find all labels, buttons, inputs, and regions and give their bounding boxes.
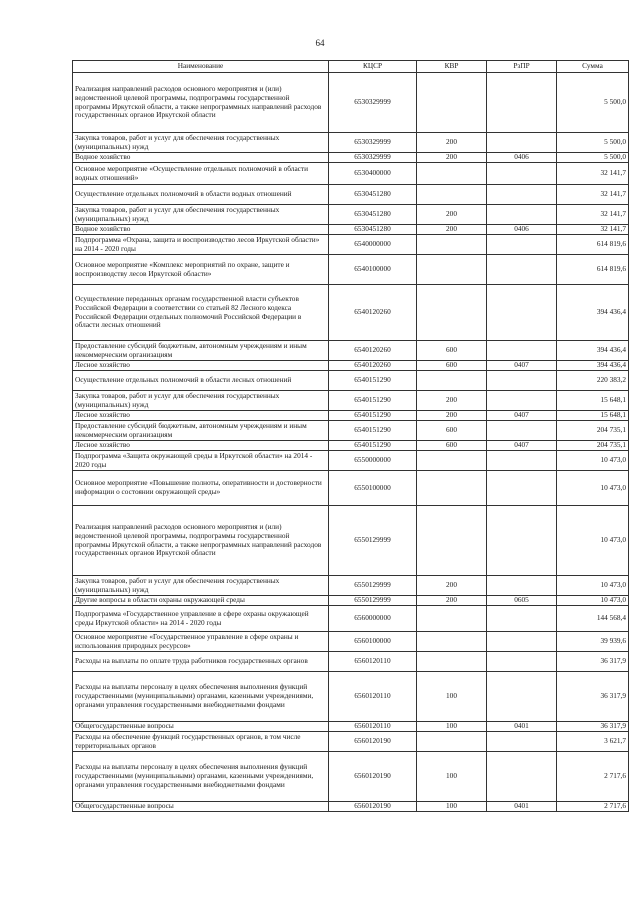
row-rzpr-cell bbox=[487, 185, 557, 205]
row-rzpr-cell bbox=[487, 163, 557, 185]
row-kcsr-cell: 6530329999 bbox=[329, 133, 417, 153]
row-sum-cell: 204 735,1 bbox=[557, 421, 629, 441]
row-name-cell: Общегосударственные вопросы bbox=[73, 722, 329, 732]
row-name-cell: Расходы на выплаты по оплате труда работников государственных органов bbox=[73, 652, 329, 672]
row-kcsr-cell: 6540151290 bbox=[329, 421, 417, 441]
table-row bbox=[73, 163, 629, 185]
row-sum-cell: 614 819,6 bbox=[557, 235, 629, 255]
row-kcsr-cell: 6540151290 bbox=[329, 391, 417, 411]
row-sum-cell: 15 648,1 bbox=[557, 391, 629, 411]
row-sum-cell: 10 473,0 bbox=[557, 576, 629, 596]
row-kcsr-cell: 6540120260 bbox=[329, 341, 417, 361]
header-sum: Сумма bbox=[557, 61, 629, 73]
row-rzpr-cell bbox=[487, 133, 557, 153]
row-name-cell: Подпрограмма «Государственное управление в сфере охраны окружающей среды Иркутской области» на 2014 - 2020 годы bbox=[73, 606, 329, 632]
table-row bbox=[73, 225, 629, 235]
row-kcsr-cell: 6550000000 bbox=[329, 451, 417, 471]
row-name-cell: Реализация направлений расходов основного мероприятия и (или) ведомственной целевой программы, подпрограммы государственной программы Иркутской области, а также непрограммных направлений расходов государственных органов Иркутской области bbox=[73, 73, 329, 133]
table-row bbox=[73, 752, 629, 802]
row-sum-cell: 2 717,6 bbox=[557, 802, 629, 812]
table-row bbox=[73, 73, 629, 133]
table-header-row bbox=[73, 61, 629, 73]
table-row bbox=[73, 391, 629, 411]
row-rzpr-cell: 0401 bbox=[487, 802, 557, 812]
row-kcsr-cell: 6530400000 bbox=[329, 163, 417, 185]
row-kcsr-cell: 6550129999 bbox=[329, 506, 417, 576]
row-kcsr-cell: 6560120190 bbox=[329, 732, 417, 752]
row-sum-cell: 39 939,6 bbox=[557, 632, 629, 652]
row-rzpr-cell: 0605 bbox=[487, 596, 557, 606]
row-sum-cell: 32 141,7 bbox=[557, 185, 629, 205]
row-name-cell: Закупка товаров, работ и услуг для обеспечения государственных (муниципальных) нужд bbox=[73, 133, 329, 153]
row-name-cell: Основное мероприятие «Повышение полноты, оперативности и достоверности информации о состоянии окружающей среды» bbox=[73, 471, 329, 506]
row-kvr-cell bbox=[417, 632, 487, 652]
row-kvr-cell: 100 bbox=[417, 722, 487, 732]
row-kcsr-cell: 6540120260 bbox=[329, 361, 417, 371]
row-kcsr-cell: 6530329999 bbox=[329, 73, 417, 133]
row-kcsr-cell: 6560100000 bbox=[329, 632, 417, 652]
row-sum-cell: 15 648,1 bbox=[557, 411, 629, 421]
row-kvr-cell bbox=[417, 506, 487, 576]
page-number: 64 bbox=[315, 38, 325, 48]
row-name-cell: Закупка товаров, работ и услуг для обеспечения государственных (муниципальных) нужд bbox=[73, 391, 329, 411]
table-row bbox=[73, 672, 629, 722]
row-rzpr-cell: 0407 bbox=[487, 361, 557, 371]
row-rzpr-cell bbox=[487, 451, 557, 471]
row-kvr-cell bbox=[417, 185, 487, 205]
row-kcsr-cell: 6540151290 bbox=[329, 411, 417, 421]
table-row bbox=[73, 285, 629, 341]
table-row bbox=[73, 361, 629, 371]
header-kvr: КВР bbox=[417, 61, 487, 73]
row-kcsr-cell: 6540100000 bbox=[329, 255, 417, 285]
row-kvr-cell bbox=[417, 73, 487, 133]
row-kvr-cell bbox=[417, 371, 487, 391]
table-row bbox=[73, 652, 629, 672]
row-name-cell: Предоставление субсидий бюджетным, автономным учреждениям и иным некоммерческим организациям bbox=[73, 421, 329, 441]
row-rzpr-cell: 0406 bbox=[487, 225, 557, 235]
row-name-cell: Осуществление переданных органам государственной власти субъектов Российской Федерации в соответствии со статьей 82 Лесного кодекса Российской Федерации отдельных полномочий Российской Федерации в области лесных отношений bbox=[73, 285, 329, 341]
row-kvr-cell: 600 bbox=[417, 441, 487, 451]
row-kcsr-cell: 6540151290 bbox=[329, 441, 417, 451]
row-rzpr-cell bbox=[487, 652, 557, 672]
row-rzpr-cell bbox=[487, 576, 557, 596]
row-name-cell: Предоставление субсидий бюджетным, автономным учреждениям и иным некоммерческим организациям bbox=[73, 341, 329, 361]
row-sum-cell: 5 500,0 bbox=[557, 73, 629, 133]
row-name-cell: Лесное хозяйство bbox=[73, 361, 329, 371]
row-kvr-cell bbox=[417, 255, 487, 285]
table-row bbox=[73, 441, 629, 451]
row-kvr-cell: 600 bbox=[417, 361, 487, 371]
row-rzpr-cell bbox=[487, 471, 557, 506]
header-kcsr: КЦСР bbox=[329, 61, 417, 73]
row-sum-cell: 10 473,0 bbox=[557, 506, 629, 576]
row-kvr-cell: 200 bbox=[417, 596, 487, 606]
row-sum-cell: 10 473,0 bbox=[557, 471, 629, 506]
row-kcsr-cell: 6560120110 bbox=[329, 652, 417, 672]
table-row bbox=[73, 153, 629, 163]
row-name-cell: Расходы на обеспечение функций государственных органов, в том числе территориальных органов bbox=[73, 732, 329, 752]
row-kcsr-cell: 6530451280 bbox=[329, 205, 417, 225]
row-rzpr-cell bbox=[487, 632, 557, 652]
row-name-cell: Общегосударственные вопросы bbox=[73, 802, 329, 812]
row-kvr-cell bbox=[417, 235, 487, 255]
table-row bbox=[73, 722, 629, 732]
row-kcsr-cell: 6550129999 bbox=[329, 576, 417, 596]
row-kcsr-cell: 6540000000 bbox=[329, 235, 417, 255]
row-sum-cell: 144 568,4 bbox=[557, 606, 629, 632]
row-rzpr-cell: 0407 bbox=[487, 411, 557, 421]
row-kvr-cell bbox=[417, 606, 487, 632]
row-sum-cell: 36 317,9 bbox=[557, 652, 629, 672]
table-row bbox=[73, 235, 629, 255]
row-sum-cell: 32 141,7 bbox=[557, 163, 629, 185]
row-kcsr-cell: 6560120190 bbox=[329, 752, 417, 802]
row-sum-cell: 5 500,0 bbox=[557, 133, 629, 153]
row-kvr-cell: 200 bbox=[417, 205, 487, 225]
row-rzpr-cell bbox=[487, 752, 557, 802]
table-row bbox=[73, 606, 629, 632]
row-kcsr-cell: 6550129999 bbox=[329, 596, 417, 606]
table-row bbox=[73, 421, 629, 441]
row-rzpr-cell bbox=[487, 371, 557, 391]
row-kvr-cell bbox=[417, 285, 487, 341]
row-kvr-cell: 100 bbox=[417, 672, 487, 722]
row-sum-cell: 10 473,0 bbox=[557, 451, 629, 471]
row-sum-cell: 5 500,0 bbox=[557, 153, 629, 163]
table-row bbox=[73, 506, 629, 576]
table-row bbox=[73, 341, 629, 361]
row-kcsr-cell: 6560120190 bbox=[329, 802, 417, 812]
table-row bbox=[73, 451, 629, 471]
row-name-cell: Закупка товаров, работ и услуг для обеспечения государственных (муниципальных) нужд bbox=[73, 205, 329, 225]
row-kvr-cell: 100 bbox=[417, 752, 487, 802]
row-sum-cell: 2 717,6 bbox=[557, 752, 629, 802]
row-sum-cell: 36 317,9 bbox=[557, 722, 629, 732]
row-rzpr-cell: 0406 bbox=[487, 153, 557, 163]
row-rzpr-cell: 0407 bbox=[487, 441, 557, 451]
row-name-cell: Закупка товаров, работ и услуг для обеспечения государственных (муниципальных) нужд bbox=[73, 576, 329, 596]
row-name-cell: Основное мероприятие «Комплекс мероприятий по охране, защите и воспроизводству лесов Иркутской области» bbox=[73, 255, 329, 285]
row-sum-cell: 36 317,9 bbox=[557, 672, 629, 722]
row-name-cell: Основное мероприятие «Государственное управление в сфере охраны и использования природных ресурсов» bbox=[73, 632, 329, 652]
row-rzpr-cell bbox=[487, 235, 557, 255]
row-kcsr-cell: 6550100000 bbox=[329, 471, 417, 506]
row-name-cell: Реализация направлений расходов основного мероприятия и (или) ведомственной целевой программы, подпрограммы государственной программы Иркутской области, а также непрограммных направлений расходов государственных органов Иркутской области bbox=[73, 506, 329, 576]
row-kvr-cell bbox=[417, 732, 487, 752]
row-rzpr-cell: 0401 bbox=[487, 722, 557, 732]
row-kvr-cell bbox=[417, 652, 487, 672]
table-row bbox=[73, 732, 629, 752]
row-kvr-cell bbox=[417, 451, 487, 471]
row-rzpr-cell bbox=[487, 391, 557, 411]
row-name-cell: Основное мероприятие «Осуществление отдельных полномочий в области водных отношений» bbox=[73, 163, 329, 185]
row-kcsr-cell: 6530451280 bbox=[329, 225, 417, 235]
row-name-cell: Водное хозяйство bbox=[73, 225, 329, 235]
row-sum-cell: 394 436,4 bbox=[557, 285, 629, 341]
row-name-cell: Подпрограмма «Охрана, защита и воспроизводство лесов Иркутской области» на 2014 - 2020 годы bbox=[73, 235, 329, 255]
row-kvr-cell: 100 bbox=[417, 802, 487, 812]
row-name-cell: Расходы на выплаты персоналу в целях обеспечения выполнения функций государственными (муниципальными) органами, казенными учреждениями, органами управления государственными внебюджетными фондами bbox=[73, 672, 329, 722]
row-kvr-cell bbox=[417, 163, 487, 185]
row-kvr-cell: 200 bbox=[417, 411, 487, 421]
row-sum-cell: 3 621,7 bbox=[557, 732, 629, 752]
row-kcsr-cell: 6540151290 bbox=[329, 371, 417, 391]
table-row bbox=[73, 205, 629, 225]
header-name: Наименование bbox=[73, 61, 329, 73]
row-kcsr-cell: 6530451280 bbox=[329, 185, 417, 205]
table-row bbox=[73, 133, 629, 153]
row-name-cell: Расходы на выплаты персоналу в целях обеспечения выполнения функций государственными (муниципальными) органами, казенными учреждениями, органами управления государственными внебюджетными фондами bbox=[73, 752, 329, 802]
row-rzpr-cell bbox=[487, 421, 557, 441]
row-name-cell: Водное хозяйство bbox=[73, 153, 329, 163]
row-name-cell: Лесное хозяйство bbox=[73, 411, 329, 421]
budget-table bbox=[72, 60, 629, 812]
table-row bbox=[73, 632, 629, 652]
row-kvr-cell: 600 bbox=[417, 421, 487, 441]
row-kvr-cell: 200 bbox=[417, 133, 487, 153]
row-sum-cell: 220 383,2 bbox=[557, 371, 629, 391]
row-rzpr-cell bbox=[487, 732, 557, 752]
table-row bbox=[73, 185, 629, 205]
row-rzpr-cell bbox=[487, 285, 557, 341]
row-sum-cell: 394 436,4 bbox=[557, 341, 629, 361]
row-rzpr-cell bbox=[487, 255, 557, 285]
table-row bbox=[73, 471, 629, 506]
row-kcsr-cell: 6540120260 bbox=[329, 285, 417, 341]
row-kvr-cell: 200 bbox=[417, 391, 487, 411]
row-rzpr-cell bbox=[487, 672, 557, 722]
table-row bbox=[73, 371, 629, 391]
row-name-cell: Осуществление отдельных полномочий в области лесных отношений bbox=[73, 371, 329, 391]
row-sum-cell: 394 436,4 bbox=[557, 361, 629, 371]
header-rzpr: РзПР bbox=[487, 61, 557, 73]
table-row bbox=[73, 596, 629, 606]
row-kcsr-cell: 6560000000 bbox=[329, 606, 417, 632]
row-kcsr-cell: 6560120110 bbox=[329, 672, 417, 722]
row-name-cell: Подпрограмма «Защита окружающей среды в Иркутской области» на 2014 - 2020 годы bbox=[73, 451, 329, 471]
row-sum-cell: 32 141,7 bbox=[557, 225, 629, 235]
row-kvr-cell: 200 bbox=[417, 153, 487, 163]
row-name-cell: Другие вопросы в области охраны окружающей среды bbox=[73, 596, 329, 606]
row-kcsr-cell: 6530329999 bbox=[329, 153, 417, 163]
row-kvr-cell: 200 bbox=[417, 576, 487, 596]
table-row bbox=[73, 411, 629, 421]
row-sum-cell: 32 141,7 bbox=[557, 205, 629, 225]
row-rzpr-cell bbox=[487, 73, 557, 133]
row-kvr-cell: 600 bbox=[417, 341, 487, 361]
table-row bbox=[73, 255, 629, 285]
row-kcsr-cell: 6560120110 bbox=[329, 722, 417, 732]
table-row bbox=[73, 576, 629, 596]
row-name-cell: Осуществление отдельных полномочий в области водных отношений bbox=[73, 185, 329, 205]
row-kvr-cell: 200 bbox=[417, 225, 487, 235]
row-sum-cell: 10 473,0 bbox=[557, 596, 629, 606]
row-rzpr-cell bbox=[487, 205, 557, 225]
table-row bbox=[73, 802, 629, 812]
row-sum-cell: 614 819,6 bbox=[557, 255, 629, 285]
row-rzpr-cell bbox=[487, 341, 557, 361]
row-name-cell: Лесное хозяйство bbox=[73, 441, 329, 451]
row-rzpr-cell bbox=[487, 506, 557, 576]
row-kvr-cell bbox=[417, 471, 487, 506]
row-rzpr-cell bbox=[487, 606, 557, 632]
row-sum-cell: 204 735,1 bbox=[557, 441, 629, 451]
